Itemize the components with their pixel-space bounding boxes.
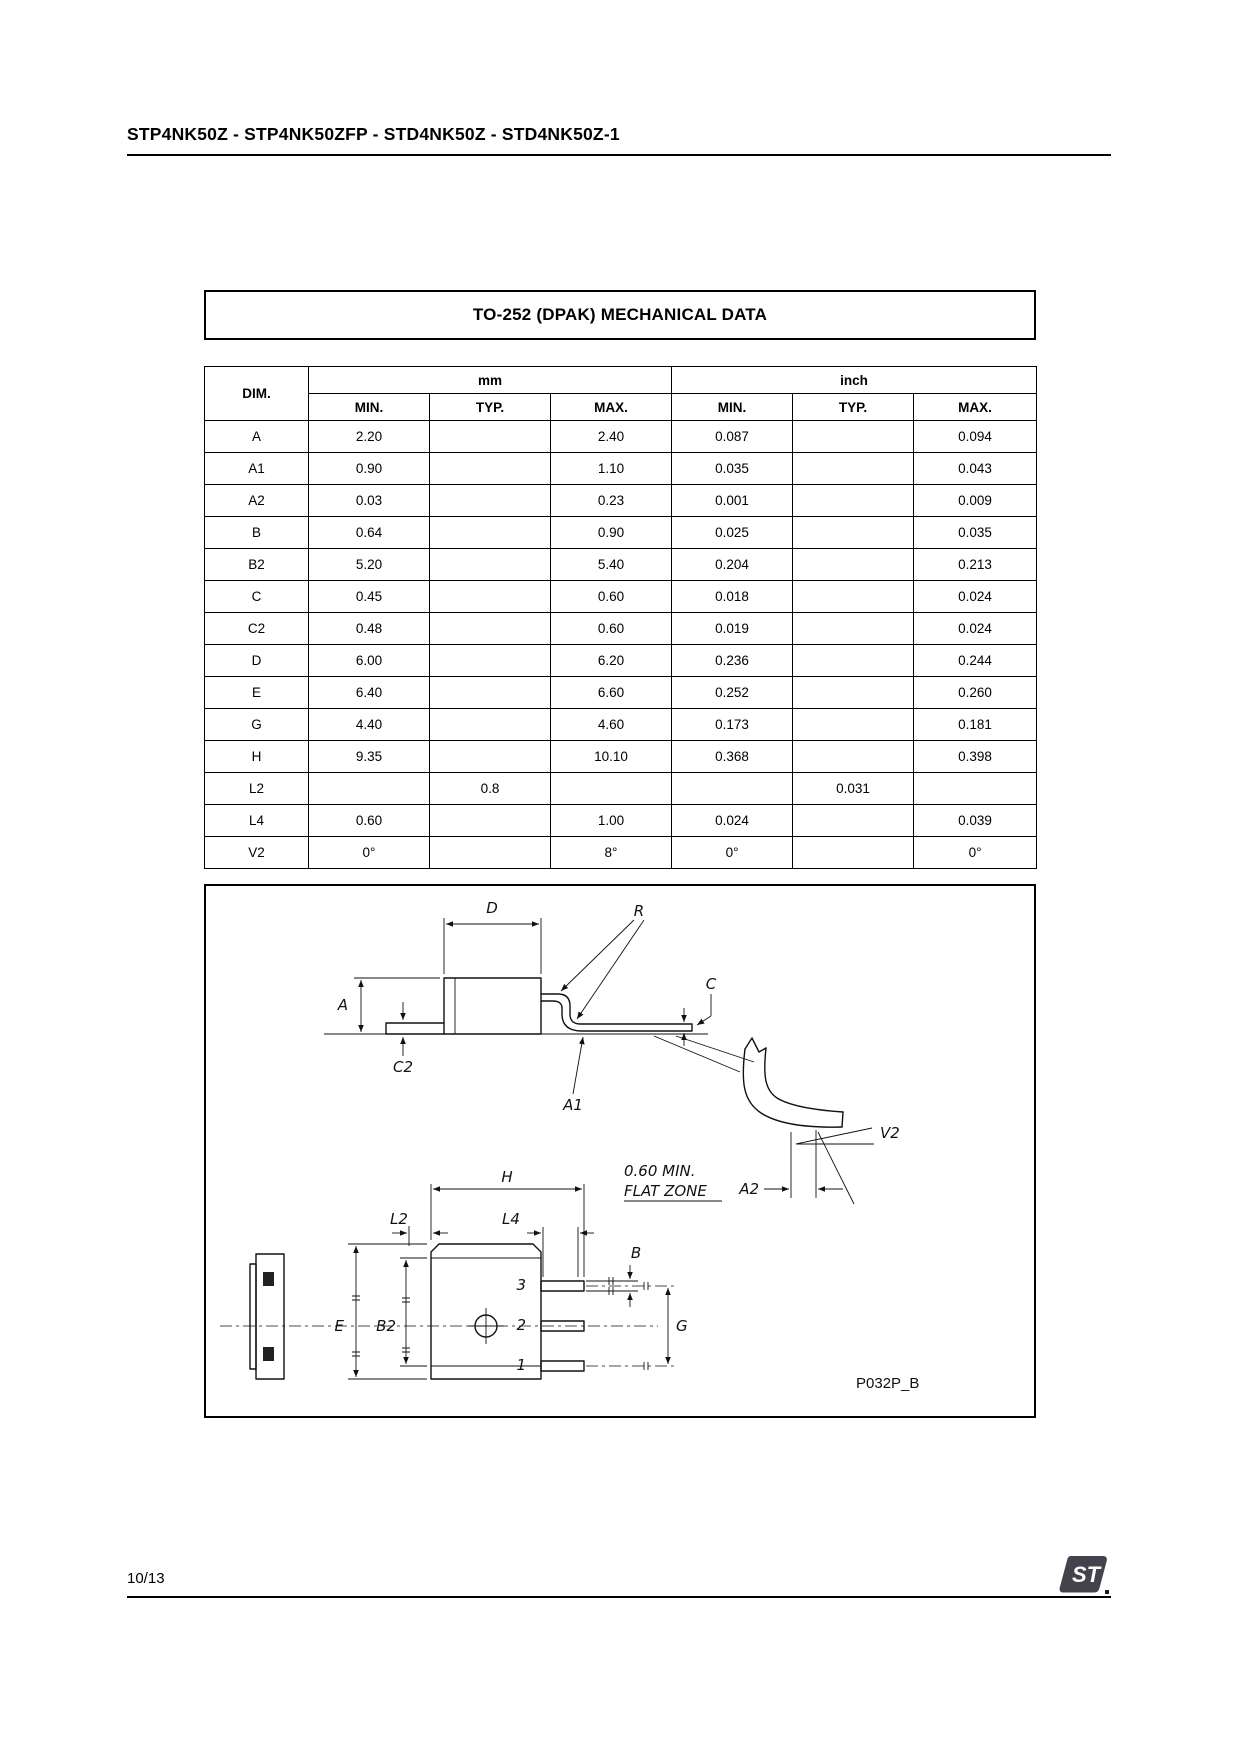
- drawing-code: P032P_B: [856, 1375, 920, 1392]
- dim-cell: B2: [205, 549, 309, 581]
- value-cell: 0.204: [672, 549, 793, 581]
- value-cell: 0.043: [914, 453, 1037, 485]
- value-cell: 6.60: [551, 677, 672, 709]
- value-cell: 0.252: [672, 677, 793, 709]
- table-row: [205, 517, 1037, 549]
- value-cell: 0.60: [309, 805, 430, 837]
- dim-cell: B: [205, 517, 309, 549]
- table-row: [205, 453, 1037, 485]
- value-cell: 0.019: [672, 613, 793, 645]
- dim-cell: A: [205, 421, 309, 453]
- value-cell: 10.10: [551, 741, 672, 773]
- page-number: 10/13: [127, 1570, 165, 1587]
- value-cell: 6.20: [551, 645, 672, 677]
- value-cell: [430, 709, 551, 741]
- value-cell: [430, 741, 551, 773]
- value-cell: 0.181: [914, 709, 1037, 741]
- footer-rule: [127, 1596, 1111, 1598]
- value-cell: 0.60: [551, 581, 672, 613]
- value-cell: 8°: [551, 837, 672, 869]
- dim-cell: A1: [205, 453, 309, 485]
- dim-label-c: C: [705, 975, 717, 993]
- value-cell: [430, 421, 551, 453]
- value-cell: [430, 805, 551, 837]
- value-cell: 0.260: [914, 677, 1037, 709]
- value-cell: 0.45: [309, 581, 430, 613]
- value-cell: [793, 677, 914, 709]
- table-group-header-row: [205, 367, 1037, 394]
- dim-label-a2: A2: [739, 1180, 759, 1198]
- value-cell: 5.40: [551, 549, 672, 581]
- value-cell: 0.001: [672, 485, 793, 517]
- value-cell: 0°: [914, 837, 1037, 869]
- value-cell: [793, 517, 914, 549]
- dim-label-v2: V2: [880, 1124, 900, 1142]
- dim-cell: G: [205, 709, 309, 741]
- front-view: [220, 1168, 688, 1379]
- table-subheader-row: [205, 394, 1037, 421]
- mm-group-header: mm: [309, 367, 672, 394]
- table-row: [205, 485, 1037, 517]
- mechanical-table-body: [205, 421, 1037, 869]
- value-cell: [793, 837, 914, 869]
- dim-cell: L4: [205, 805, 309, 837]
- value-cell: 0.024: [672, 805, 793, 837]
- value-cell: 0.368: [672, 741, 793, 773]
- table-row: [205, 613, 1037, 645]
- value-cell: 0.035: [914, 517, 1037, 549]
- page-header: [127, 124, 1111, 156]
- dim-label-l2: L2: [390, 1210, 408, 1228]
- mechanical-drawing: [206, 886, 1036, 1418]
- value-cell: 0.213: [914, 549, 1037, 581]
- table-row: [205, 709, 1037, 741]
- st-logo: [1058, 1554, 1110, 1601]
- value-cell: [793, 581, 914, 613]
- value-cell: [672, 773, 793, 805]
- value-cell: 1.10: [551, 453, 672, 485]
- dim-label-a1: A1: [563, 1096, 583, 1114]
- value-cell: 0.035: [672, 453, 793, 485]
- value-cell: 0.094: [914, 421, 1037, 453]
- value-cell: [430, 645, 551, 677]
- value-cell: [793, 805, 914, 837]
- value-cell: 6.40: [309, 677, 430, 709]
- value-cell: [430, 837, 551, 869]
- col-header-inch-min: MIN.: [672, 394, 793, 421]
- pin2-label: 2: [516, 1316, 526, 1334]
- dim-label-h: H: [501, 1168, 513, 1186]
- value-cell: 1.00: [551, 805, 672, 837]
- inch-group-header: inch: [672, 367, 1037, 394]
- value-cell: [793, 549, 914, 581]
- mechanical-data-title-box: [204, 290, 1036, 340]
- mechanical-data-title: TO-252 (DPAK) MECHANICAL DATA: [472, 305, 768, 324]
- dim-cell: V2: [205, 837, 309, 869]
- value-cell: 0.90: [551, 517, 672, 549]
- value-cell: [793, 709, 914, 741]
- mechanical-drawing-box: [204, 884, 1036, 1418]
- flat-zone-min-note: 0.60 MIN.: [624, 1162, 696, 1180]
- value-cell: [430, 485, 551, 517]
- st-logo-text: ST: [1072, 1562, 1101, 1587]
- value-cell: 0.025: [672, 517, 793, 549]
- value-cell: 0.90: [309, 453, 430, 485]
- dim-label-l4: L4: [502, 1210, 520, 1228]
- value-cell: [793, 613, 914, 645]
- value-cell: [551, 773, 672, 805]
- value-cell: [793, 453, 914, 485]
- col-header-mm-typ: TYP.: [430, 394, 551, 421]
- table-row: [205, 773, 1037, 805]
- logo-dot: [1105, 1590, 1109, 1594]
- dim-cell: E: [205, 677, 309, 709]
- dim-label-b: B: [630, 1244, 642, 1262]
- value-cell: 0.087: [672, 421, 793, 453]
- page-title: STP4NK50Z - STP4NK50ZFP - STD4NK50Z - STD4NK50Z-1: [127, 124, 620, 144]
- dim-column-header: DIM.: [205, 367, 309, 421]
- value-cell: 2.40: [551, 421, 672, 453]
- table-row: [205, 581, 1037, 613]
- col-header-mm-min: MIN.: [309, 394, 430, 421]
- value-cell: [793, 421, 914, 453]
- value-cell: 6.00: [309, 645, 430, 677]
- table-row: [205, 805, 1037, 837]
- dim-label-c2: C2: [392, 1058, 414, 1076]
- lead-bend-detail: [624, 1038, 900, 1204]
- value-cell: 0.03: [309, 485, 430, 517]
- pin1-label: 1: [516, 1356, 526, 1374]
- value-cell: 0.48: [309, 613, 430, 645]
- value-cell: 0.018: [672, 581, 793, 613]
- table-row: [205, 549, 1037, 581]
- dim-label-e: E: [334, 1317, 344, 1335]
- value-cell: 0°: [309, 837, 430, 869]
- value-cell: 4.60: [551, 709, 672, 741]
- dim-cell: H: [205, 741, 309, 773]
- value-cell: [793, 645, 914, 677]
- value-cell: 0.64: [309, 517, 430, 549]
- value-cell: [430, 677, 551, 709]
- value-cell: 0.23: [551, 485, 672, 517]
- value-cell: 0.009: [914, 485, 1037, 517]
- value-cell: 4.40: [309, 709, 430, 741]
- dim-cell: A2: [205, 485, 309, 517]
- value-cell: [430, 549, 551, 581]
- dim-label-r: R: [633, 902, 645, 920]
- value-cell: 9.35: [309, 741, 430, 773]
- side-view: [324, 899, 754, 1114]
- table-row: [205, 741, 1037, 773]
- value-cell: 0.024: [914, 581, 1037, 613]
- dim-label-g: G: [676, 1317, 688, 1335]
- table-row: [205, 645, 1037, 677]
- value-cell: [430, 581, 551, 613]
- pin3-label: 3: [516, 1276, 526, 1294]
- value-cell: 0.8: [430, 773, 551, 805]
- value-cell: [430, 453, 551, 485]
- dim-label-d: D: [486, 899, 498, 917]
- value-cell: 0.173: [672, 709, 793, 741]
- value-cell: 0.244: [914, 645, 1037, 677]
- value-cell: 0.60: [551, 613, 672, 645]
- dim-label-b2: B2: [376, 1317, 396, 1335]
- value-cell: [430, 613, 551, 645]
- value-cell: 5.20: [309, 549, 430, 581]
- flat-zone-note: FLAT ZONE: [624, 1182, 707, 1200]
- value-cell: 0°: [672, 837, 793, 869]
- value-cell: [309, 773, 430, 805]
- value-cell: [793, 485, 914, 517]
- mechanical-data-table: [204, 366, 1037, 869]
- dim-cell: C2: [205, 613, 309, 645]
- value-cell: 0.024: [914, 613, 1037, 645]
- col-header-mm-max: MAX.: [551, 394, 672, 421]
- value-cell: [914, 773, 1037, 805]
- value-cell: 2.20: [309, 421, 430, 453]
- value-cell: [793, 741, 914, 773]
- col-header-inch-max: MAX.: [914, 394, 1037, 421]
- value-cell: 0.398: [914, 741, 1037, 773]
- dim-cell: L2: [205, 773, 309, 805]
- col-header-inch-typ: TYP.: [793, 394, 914, 421]
- dim-cell: C: [205, 581, 309, 613]
- table-row: [205, 421, 1037, 453]
- value-cell: [430, 517, 551, 549]
- value-cell: 0.039: [914, 805, 1037, 837]
- table-row: [205, 677, 1037, 709]
- value-cell: 0.031: [793, 773, 914, 805]
- value-cell: 0.236: [672, 645, 793, 677]
- dim-label-a: A: [337, 996, 348, 1014]
- dim-cell: D: [205, 645, 309, 677]
- table-row: [205, 837, 1037, 869]
